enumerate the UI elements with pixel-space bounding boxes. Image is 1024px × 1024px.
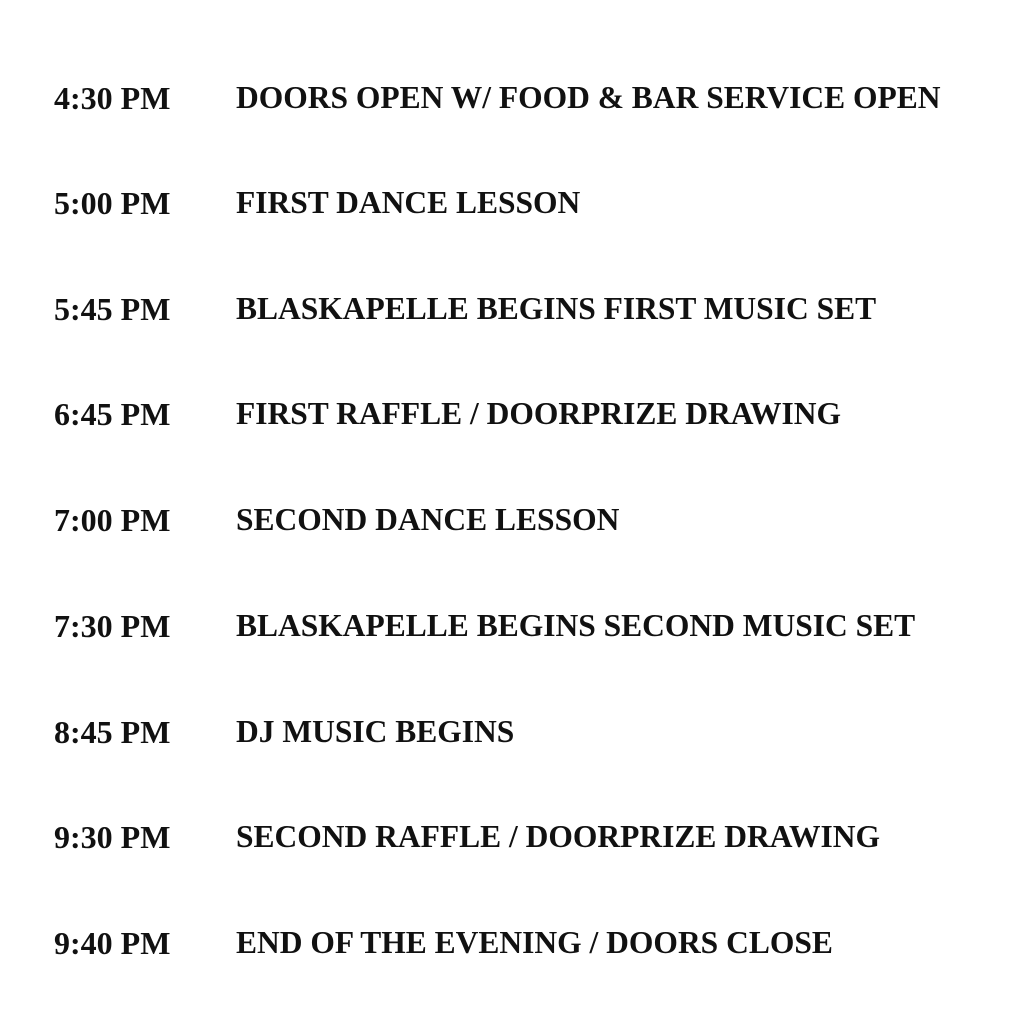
schedule-event: FIRST DANCE LESSON [236,185,581,220]
schedule-event: DOORS OPEN W/ FOOD & BAR SERVICE OPEN [236,80,941,115]
schedule-time: 8:45 PM [54,714,171,750]
schedule-time: 7:00 PM [54,502,171,538]
schedule-event: SECOND RAFFLE / DOORPRIZE DRAWING [236,819,881,854]
schedule-event: SECOND DANCE LESSON [236,502,620,537]
schedule-time: 5:45 PM [54,291,171,327]
schedule-row [0,923,1024,963]
schedule-time: 9:40 PM [54,925,171,961]
schedule-event: FIRST RAFFLE / DOORPRIZE DRAWING [236,396,841,431]
schedule-event: END OF THE EVENING / DOORS CLOSE [236,925,833,960]
schedule-row [0,500,1024,540]
schedule-event: BLASKAPELLE BEGINS FIRST MUSIC SET [236,291,877,326]
schedule-row [0,394,1024,434]
schedule-row [0,78,1024,118]
schedule-time: 9:30 PM [54,819,171,855]
schedule-row [0,606,1024,646]
schedule-event: BLASKAPELLE BEGINS SECOND MUSIC SET [236,608,916,643]
schedule-row [0,289,1024,329]
schedule-event: DJ MUSIC BEGINS [236,714,515,749]
schedule-row [0,817,1024,857]
schedule-time: 5:00 PM [54,185,171,221]
schedule-time: 4:30 PM [54,80,171,116]
schedule-row [0,183,1024,223]
schedule-row [0,712,1024,752]
schedule-time: 6:45 PM [54,396,171,432]
schedule-time: 7:30 PM [54,608,171,644]
